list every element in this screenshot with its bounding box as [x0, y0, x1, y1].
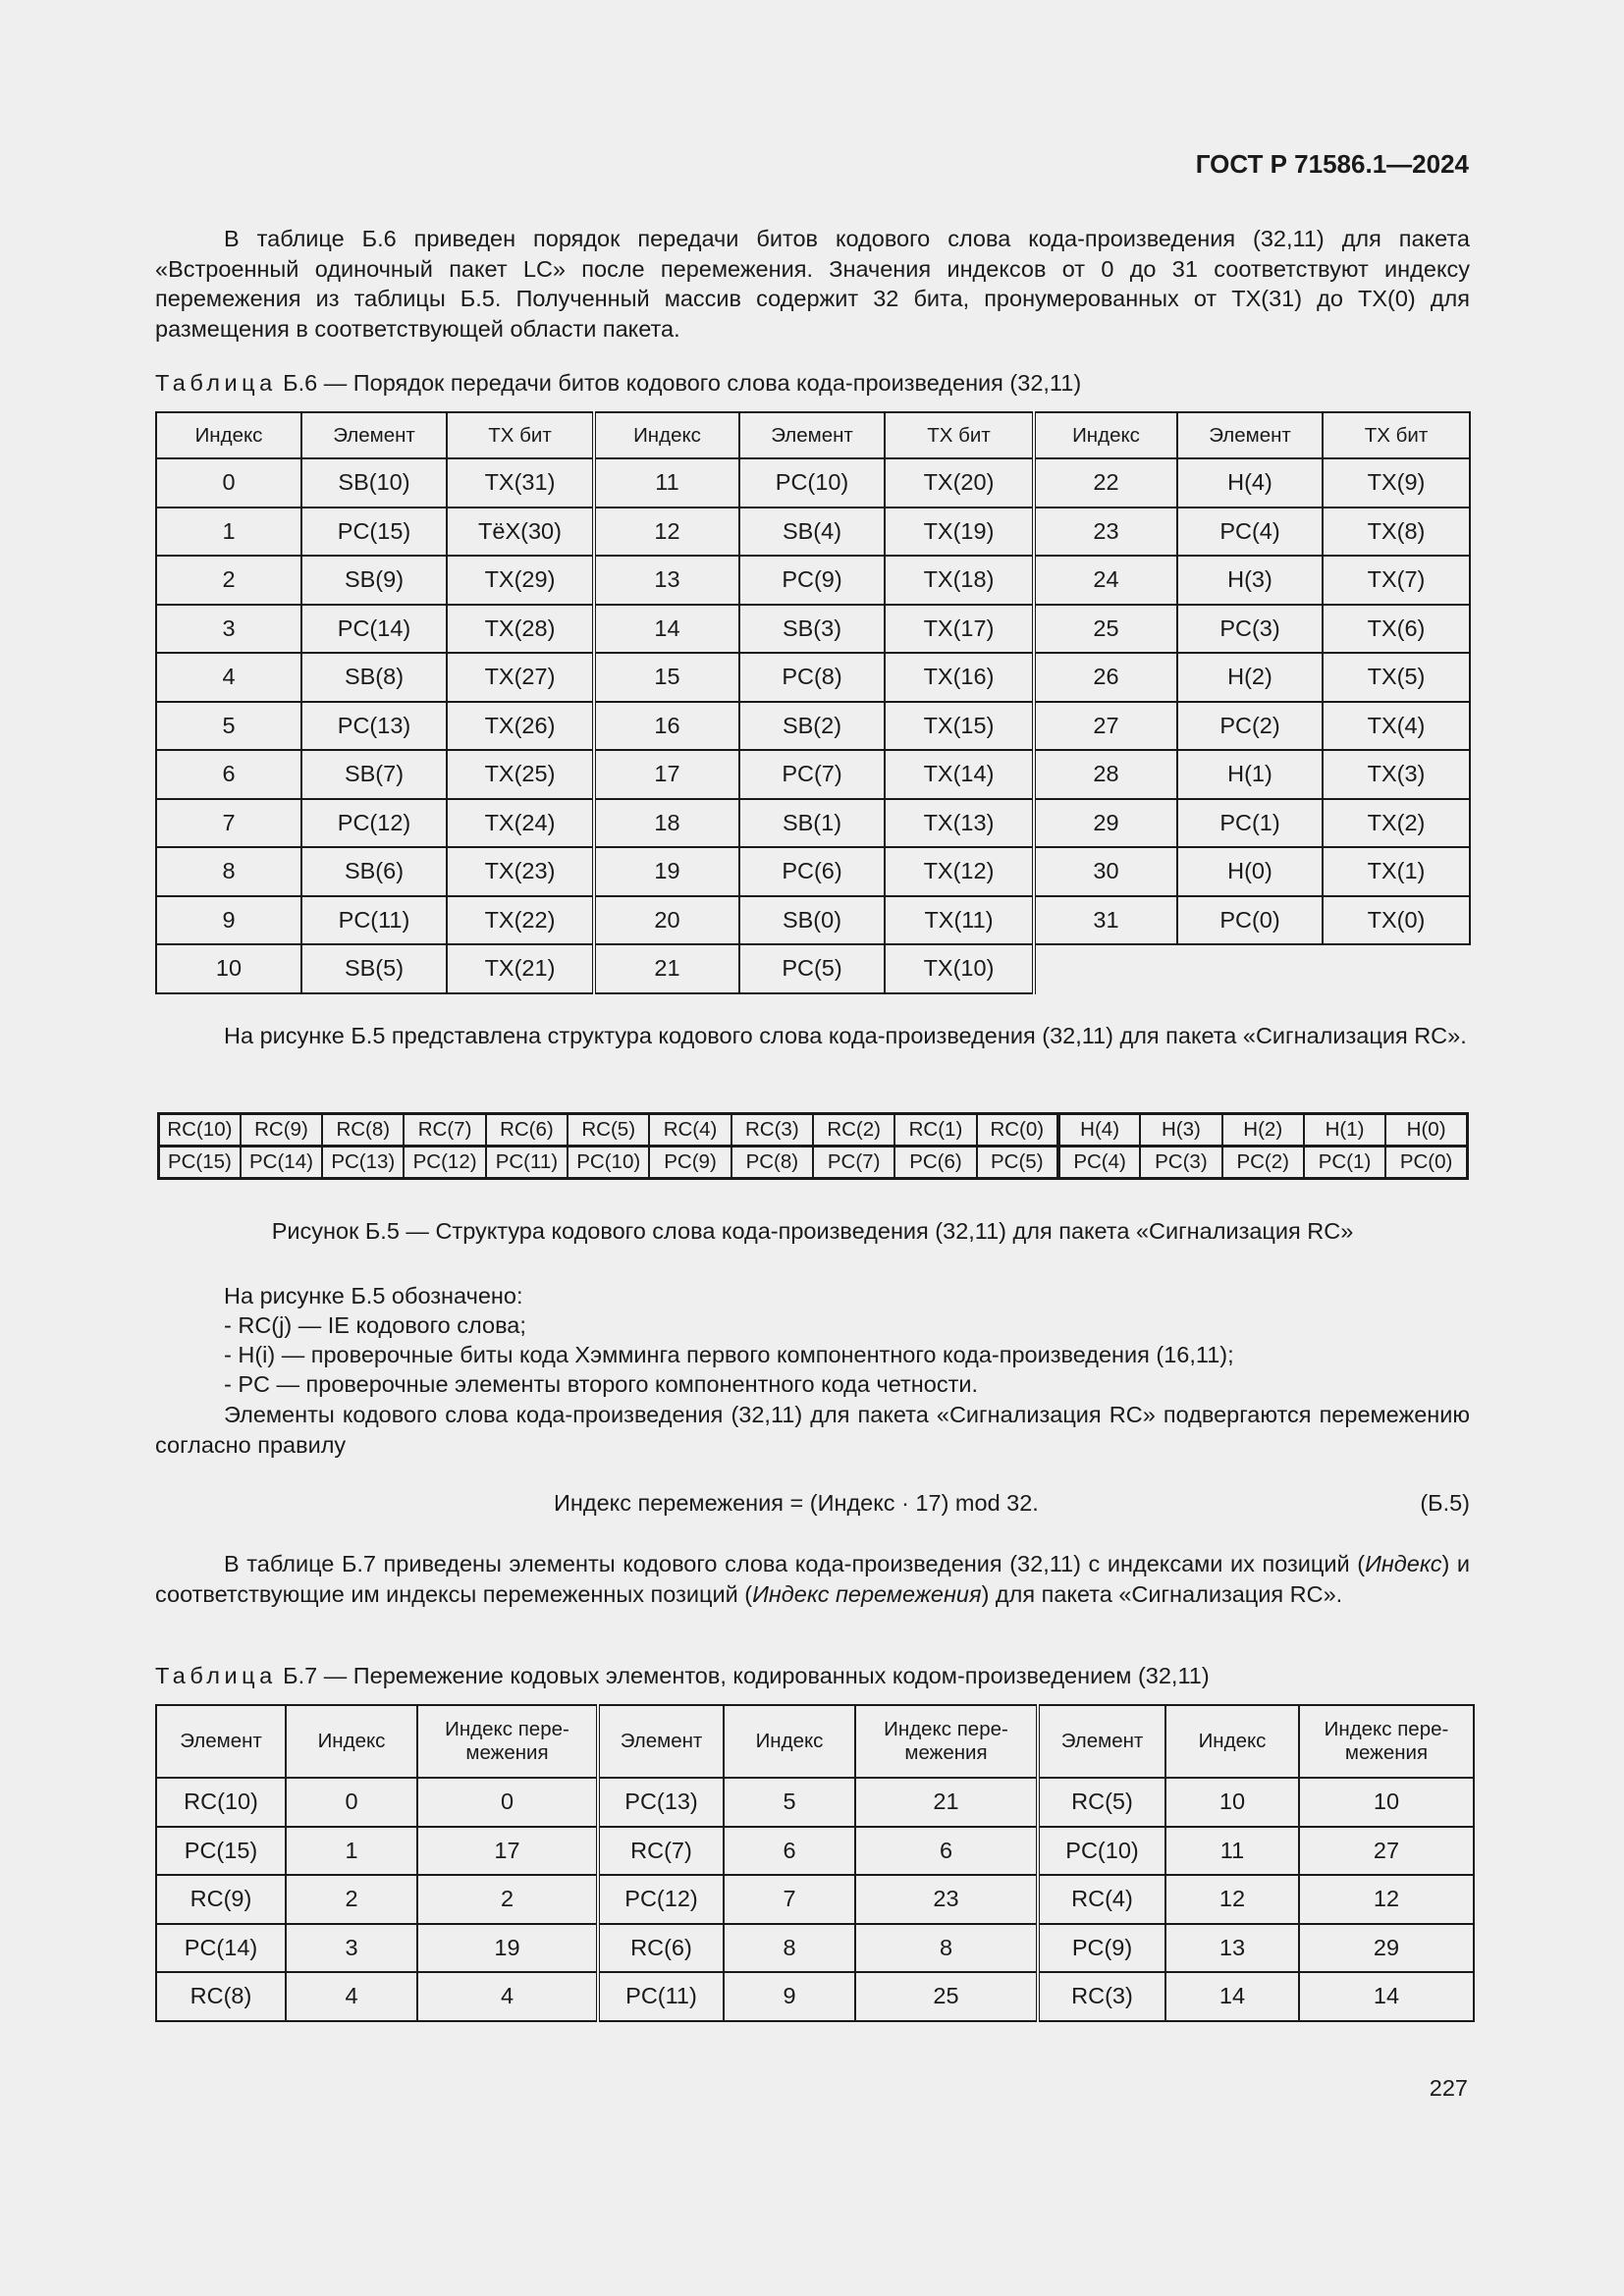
table-cell: 4: [417, 1972, 598, 2021]
table-cell: SB(9): [301, 556, 447, 605]
table-cell: 20: [594, 896, 739, 945]
formula-number: (Б.5): [1420, 1490, 1470, 1516]
figure-cell: H(1): [1304, 1114, 1385, 1147]
table-cell: 23: [1034, 507, 1177, 557]
table-cell: H(3): [1177, 556, 1323, 605]
table-cell: TX(12): [885, 847, 1034, 896]
figure-cell: PC(0): [1385, 1147, 1467, 1179]
table-cell: 27: [1299, 1827, 1474, 1876]
table-cell: TX(28): [447, 605, 594, 654]
table-cell: 21: [594, 944, 739, 993]
figure5-caption: Рисунок Б.5 — Структура кодового слова кода-произведения (32,11) для пакета «Сигнализация RC»: [271, 1218, 1354, 1244]
table-cell: PC(6): [739, 847, 885, 896]
table-cell: 8: [724, 1924, 855, 1973]
paragraph-text: Элементы кодового слова кода-произведения (32,11) для пакета «Сигнализация RC» подвергаются перемежению согласно правилу: [155, 1402, 1470, 1458]
table-cell: SB(7): [301, 750, 447, 799]
table-cell: RC(10): [156, 1778, 286, 1827]
table-row: [156, 1778, 1474, 1827]
table-row: [156, 799, 1470, 848]
figure-cell: PC(5): [977, 1147, 1058, 1179]
page-number: 227: [1429, 2075, 1468, 2101]
table6: [155, 411, 1471, 994]
table-cell: TX(19): [885, 507, 1034, 557]
table-row: [156, 896, 1470, 945]
figure-cell: RC(10): [159, 1114, 241, 1147]
figure-cell: PC(15): [159, 1147, 241, 1179]
figure-cell: PC(8): [731, 1147, 813, 1179]
table-cell: TX(1): [1323, 847, 1470, 896]
table-cell: 12: [1299, 1875, 1474, 1924]
legend-item-pc: - PC — проверочные элементы второго компонентного кода четности.: [224, 1371, 978, 1397]
table-cell: 1: [156, 507, 301, 557]
table-cell: TX(0): [1323, 896, 1470, 945]
header-cell: ТХ бит: [447, 412, 594, 458]
table-cell: 4: [286, 1972, 417, 2021]
table-cell: 19: [417, 1924, 598, 1973]
table-cell: PC(7): [739, 750, 885, 799]
table-cell: 31: [1034, 896, 1177, 945]
table-cell: SB(2): [739, 702, 885, 751]
header-cell: Индекс: [594, 412, 739, 458]
figure-cell: PC(11): [486, 1147, 568, 1179]
table-cell: 2: [156, 556, 301, 605]
table-cell: SB(4): [739, 507, 885, 557]
paragraph-text: ) и соответствующие им индексы перемеженных позиций (: [155, 1551, 1471, 1607]
table-cell: PC(4): [1177, 507, 1323, 557]
header-cell: ТХ бит: [1323, 412, 1470, 458]
table-cell: 8: [855, 1924, 1038, 1973]
table-cell: 3: [286, 1924, 417, 1973]
header-cell: Индекс пере-межения: [1299, 1705, 1474, 1778]
header-cell: Индекс пере-межения: [417, 1705, 598, 1778]
table-row: [156, 944, 1470, 993]
table-row: [156, 750, 1470, 799]
table-header-row: [156, 1705, 1474, 1778]
table-cell: 7: [156, 799, 301, 848]
table-cell: TёX(30): [447, 507, 594, 557]
table-cell: PC(12): [301, 799, 447, 848]
table-cell: H(4): [1177, 458, 1323, 507]
figure-cell: PC(1): [1304, 1147, 1385, 1179]
table-row: [156, 847, 1470, 896]
table-cell: PC(13): [301, 702, 447, 751]
table-cell: 12: [1165, 1875, 1299, 1924]
table-cell: PC(5): [739, 944, 885, 993]
figure-cell: RC(9): [241, 1114, 322, 1147]
table-cell: PC(1): [1177, 799, 1323, 848]
table-cell: 25: [855, 1972, 1038, 2021]
table-cell: TX(23): [447, 847, 594, 896]
table-row: [156, 702, 1470, 751]
table-cell: TX(17): [885, 605, 1034, 654]
table-cell: 10: [156, 944, 301, 993]
table-cell: 25: [1034, 605, 1177, 654]
table-title: Б.6 — Порядок передачи битов кодового слова кода-произведения (32,11): [276, 370, 1082, 396]
header-cell: Индекс: [1034, 412, 1177, 458]
table-cell: TX(7): [1323, 556, 1470, 605]
table-cell: TX(3): [1323, 750, 1470, 799]
figure-cell: PC(3): [1140, 1147, 1221, 1179]
table-row: [156, 1972, 1474, 2021]
header-cell: Индекс: [724, 1705, 855, 1778]
table-cell: 6: [855, 1827, 1038, 1876]
table-cell: TX(10): [885, 944, 1034, 993]
table-cell: 5: [724, 1778, 855, 1827]
table-cell: 5: [156, 702, 301, 751]
figure-cell: PC(2): [1222, 1147, 1304, 1179]
table-label: Таблица: [155, 370, 277, 396]
header-cell: ТХ бит: [885, 412, 1034, 458]
table-cell: PC(15): [156, 1827, 286, 1876]
table-cell: 9: [724, 1972, 855, 2021]
table-cell: 7: [724, 1875, 855, 1924]
table-cell: TX(4): [1323, 702, 1470, 751]
table-cell: TX(26): [447, 702, 594, 751]
legend-intro: На рисунке Б.5 обозначено:: [224, 1283, 523, 1308]
figure-cell: H(2): [1222, 1114, 1304, 1147]
table-row: [156, 1924, 1474, 1973]
figure5-codeword-structure: [157, 1112, 1469, 1180]
table-cell: SB(5): [301, 944, 447, 993]
table-cell: 9: [156, 896, 301, 945]
table-cell: RC(7): [598, 1827, 724, 1876]
figure-cell: RC(6): [486, 1114, 568, 1147]
figure-cell: PC(10): [568, 1147, 649, 1179]
table-cell: 29: [1299, 1924, 1474, 1973]
table-cell: 30: [1034, 847, 1177, 896]
table-row: [156, 507, 1470, 557]
table-cell: 26: [1034, 653, 1177, 702]
header-cell: Элемент: [301, 412, 447, 458]
table-cell: 2: [286, 1875, 417, 1924]
figure-cell: H(3): [1140, 1114, 1221, 1147]
table6-caption: [155, 368, 1081, 398]
formula-expression: Индекс перемежения = (Индекс · 17) mod 32.: [554, 1490, 1039, 1516]
figure-cell: PC(14): [241, 1147, 322, 1179]
header-cell: Индекс: [286, 1705, 417, 1778]
paragraph-table6-intro: [155, 224, 1470, 344]
table-cell: PC(12): [598, 1875, 724, 1924]
table-cell: 1: [286, 1827, 417, 1876]
figure-cell: H(4): [1058, 1114, 1140, 1147]
table-cell: TX(5): [1323, 653, 1470, 702]
table-cell: PC(9): [739, 556, 885, 605]
table-cell: TX(15): [885, 702, 1034, 751]
figure-row: [159, 1147, 1468, 1179]
table-cell: PC(11): [301, 896, 447, 945]
header-cell: Индекс: [1165, 1705, 1299, 1778]
table-cell: 13: [594, 556, 739, 605]
table-cell: H(0): [1177, 847, 1323, 896]
table-cell: H(1): [1177, 750, 1323, 799]
header-cell: Элемент: [156, 1705, 286, 1778]
empty-cell: [1177, 944, 1323, 993]
header-cell: Индекс: [156, 412, 301, 458]
table-cell: PC(14): [156, 1924, 286, 1973]
table-cell: TX(8): [1323, 507, 1470, 557]
table-cell: TX(16): [885, 653, 1034, 702]
table-cell: PC(14): [301, 605, 447, 654]
table-cell: 6: [156, 750, 301, 799]
table-cell: 14: [1165, 1972, 1299, 2021]
table-cell: 10: [1165, 1778, 1299, 1827]
table-cell: SB(0): [739, 896, 885, 945]
header-cell: Элемент: [598, 1705, 724, 1778]
table-cell: 12: [594, 507, 739, 557]
table-cell: 13: [1165, 1924, 1299, 1973]
figure-cell: PC(6): [894, 1147, 976, 1179]
table-cell: RC(5): [1038, 1778, 1165, 1827]
table-cell: RC(6): [598, 1924, 724, 1973]
table-cell: TX(6): [1323, 605, 1470, 654]
table-title: Б.7 — Перемежение кодовых элементов, кодированных кодом-произведением (32,11): [276, 1663, 1210, 1688]
empty-cell: [1034, 944, 1177, 993]
table-cell: TX(13): [885, 799, 1034, 848]
figure-cell: PC(12): [404, 1147, 485, 1179]
figure-cell: RC(2): [813, 1114, 894, 1147]
table-cell: TX(22): [447, 896, 594, 945]
header-cell: Элемент: [739, 412, 885, 458]
table-cell: 22: [1034, 458, 1177, 507]
table-cell: SB(3): [739, 605, 885, 654]
table-cell: 27: [1034, 702, 1177, 751]
paragraph-text: В таблице Б.6 приведен порядок передачи битов кодового слова кода-произведения (32,11) для пакета «Встроенный одиночный пакет LC» после перемежения. Значения индексов от 0 до 31 соответствуют индексу перемежения из таблицы Б.5. Полученный массив содержит 32 бита, пронумерованных от TX(31) до TX(0) для размещения в соответствующей области пакета.: [155, 226, 1470, 342]
table-cell: RC(3): [1038, 1972, 1165, 2021]
paragraph-interleaving-rule: [155, 1400, 1470, 1460]
table-cell: TX(11): [885, 896, 1034, 945]
table-cell: 14: [1299, 1972, 1474, 2021]
table-row: [156, 1875, 1474, 1924]
paragraph-figure5-intro: [155, 1021, 1470, 1051]
table-cell: TX(21): [447, 944, 594, 993]
table-cell: 29: [1034, 799, 1177, 848]
table-cell: PC(13): [598, 1778, 724, 1827]
table-cell: TX(18): [885, 556, 1034, 605]
header-cell: Элемент: [1177, 412, 1323, 458]
table-cell: TX(20): [885, 458, 1034, 507]
figure-cell: RC(3): [731, 1114, 813, 1147]
table-cell: 24: [1034, 556, 1177, 605]
table7: [155, 1704, 1475, 2022]
figure-cell: PC(9): [649, 1147, 731, 1179]
table-cell: PC(8): [739, 653, 885, 702]
table-cell: PC(11): [598, 1972, 724, 2021]
table-cell: 6: [724, 1827, 855, 1876]
table-cell: 19: [594, 847, 739, 896]
figure-cell: RC(0): [977, 1114, 1058, 1147]
table-cell: TX(25): [447, 750, 594, 799]
italic-term: Индекс: [1365, 1551, 1442, 1576]
figure-cell: RC(5): [568, 1114, 649, 1147]
header-cell: Индекс пере-межения: [855, 1705, 1038, 1778]
table-cell: 28: [1034, 750, 1177, 799]
table-cell: 17: [594, 750, 739, 799]
table-cell: 2: [417, 1875, 598, 1924]
table-cell: PC(15): [301, 507, 447, 557]
table-cell: 4: [156, 653, 301, 702]
table-cell: RC(9): [156, 1875, 286, 1924]
paragraph-table7-intro: [155, 1549, 1470, 1609]
table-cell: TX(27): [447, 653, 594, 702]
table-cell: 0: [417, 1778, 598, 1827]
table-cell: SB(6): [301, 847, 447, 896]
paragraph-text: На рисунке Б.5 представлена структура кодового слова кода-произведения (32,11) для пакета «Сигнализация RC».: [224, 1023, 1467, 1048]
header-cell: Элемент: [1038, 1705, 1165, 1778]
table-cell: TX(24): [447, 799, 594, 848]
table-cell: PC(0): [1177, 896, 1323, 945]
table-cell: 16: [594, 702, 739, 751]
table-cell: TX(29): [447, 556, 594, 605]
figure-cell: H(0): [1385, 1114, 1467, 1147]
table-cell: PC(9): [1038, 1924, 1165, 1973]
figure-cell: RC(4): [649, 1114, 731, 1147]
table-row: [156, 556, 1470, 605]
italic-term: Индекс перемежения: [752, 1580, 982, 1607]
table-cell: 0: [286, 1778, 417, 1827]
empty-cell: [1323, 944, 1470, 993]
table-cell: RC(4): [1038, 1875, 1165, 1924]
table-row: [156, 653, 1470, 702]
paragraph-text: ) для пакета «Сигнализация RC».: [981, 1580, 1343, 1607]
table-cell: TX(2): [1323, 799, 1470, 848]
table-cell: PC(2): [1177, 702, 1323, 751]
table-cell: 11: [594, 458, 739, 507]
table-cell: 23: [855, 1875, 1038, 1924]
legend-item-h: - H(i) — проверочные биты кода Хэмминга первого компонентного кода-произведения (16,11);: [224, 1342, 1234, 1367]
table-cell: 0: [156, 458, 301, 507]
table-cell: H(2): [1177, 653, 1323, 702]
table-label: Таблица: [155, 1663, 277, 1688]
table-cell: TX(31): [447, 458, 594, 507]
table-cell: 15: [594, 653, 739, 702]
table-cell: PC(10): [1038, 1827, 1165, 1876]
figure-cell: RC(1): [894, 1114, 976, 1147]
table-cell: 3: [156, 605, 301, 654]
figure-cell: PC(4): [1058, 1147, 1140, 1179]
table-row: [156, 458, 1470, 507]
table-cell: 10: [1299, 1778, 1474, 1827]
table7-caption: [155, 1661, 1210, 1690]
table-row: [156, 605, 1470, 654]
table-cell: TX(9): [1323, 458, 1470, 507]
table-cell: 18: [594, 799, 739, 848]
table-cell: 14: [594, 605, 739, 654]
table-cell: 11: [1165, 1827, 1299, 1876]
table-cell: PC(3): [1177, 605, 1323, 654]
paragraph-text: В таблице Б.7 приведены элементы кодового слова кода-произведения (32,11) с индексами их позиций (: [224, 1551, 1366, 1576]
table-header-row: [156, 412, 1470, 458]
figure-cell: RC(7): [404, 1114, 485, 1147]
table-cell: SB(1): [739, 799, 885, 848]
table-row: [156, 1827, 1474, 1876]
figure-row: [159, 1114, 1468, 1147]
table-cell: 8: [156, 847, 301, 896]
table-cell: 21: [855, 1778, 1038, 1827]
table-cell: PC(10): [739, 458, 885, 507]
figure-cell: RC(8): [322, 1114, 404, 1147]
table-cell: SB(8): [301, 653, 447, 702]
figure-cell: PC(7): [813, 1147, 894, 1179]
table-cell: 17: [417, 1827, 598, 1876]
legend-item-rc: - RC(j) — IE кодового слова;: [224, 1312, 526, 1338]
document-standard-number: ГОСТ Р 71586.1—2024: [1195, 149, 1469, 179]
table-cell: TX(14): [885, 750, 1034, 799]
table-cell: SB(10): [301, 458, 447, 507]
table-cell: RC(8): [156, 1972, 286, 2021]
figure-cell: PC(13): [322, 1147, 404, 1179]
